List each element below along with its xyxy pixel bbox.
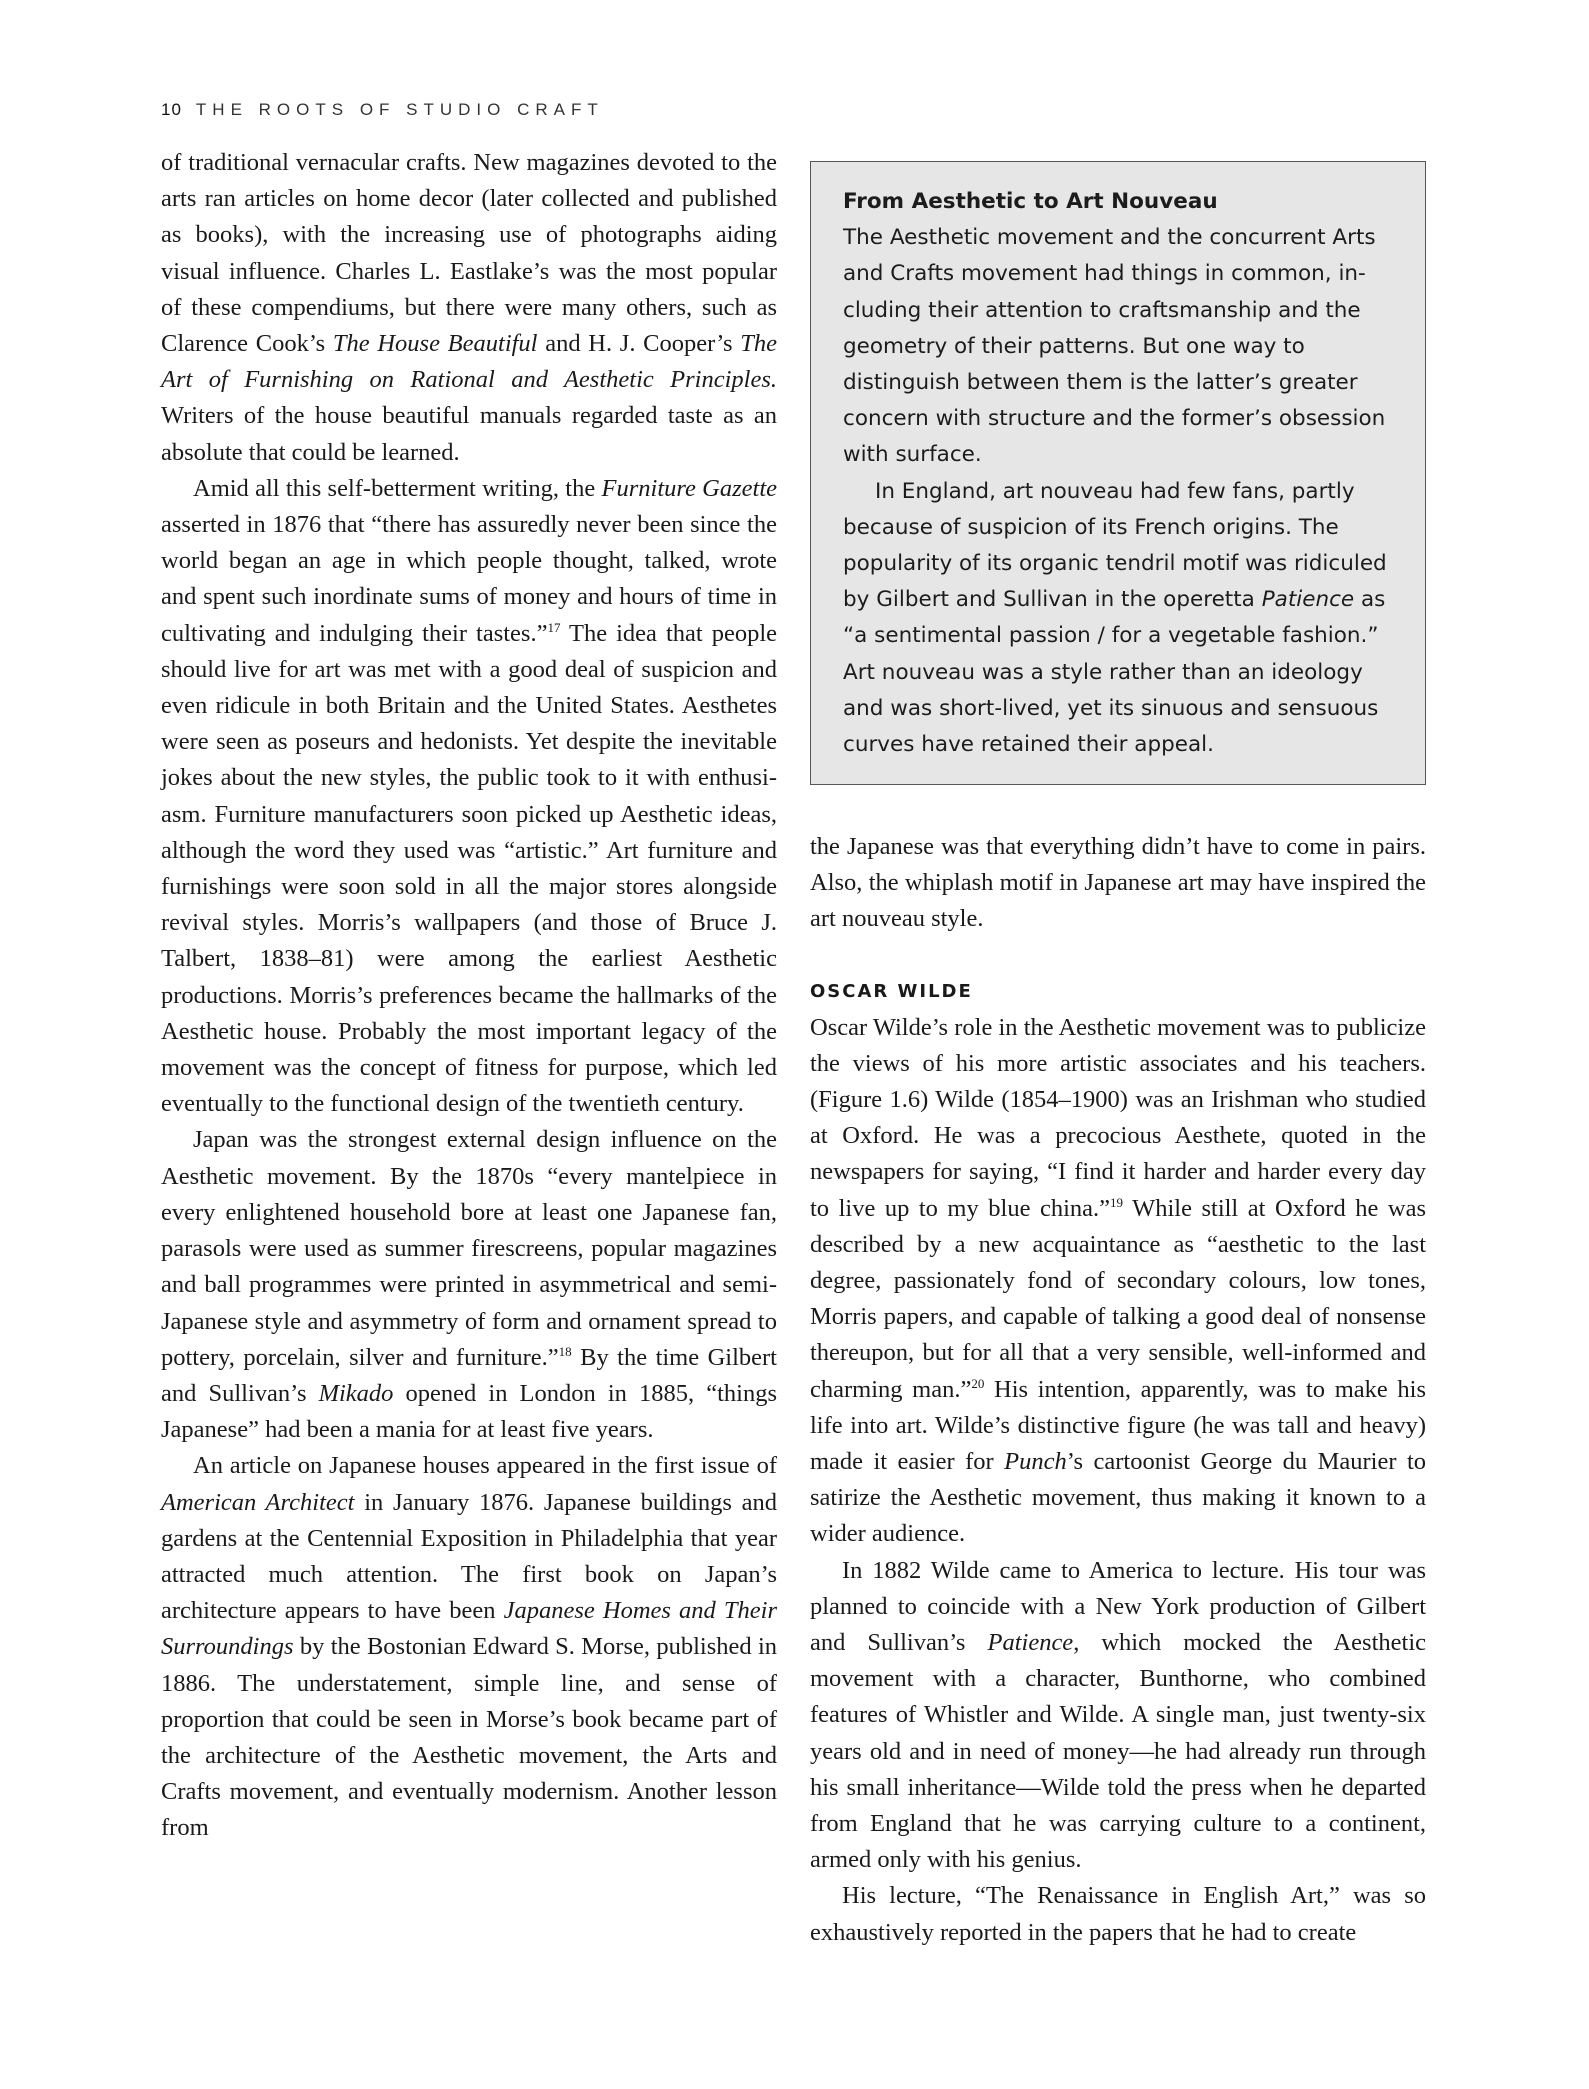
text: While still at Oxford he was described by a new acquaintance as “aesthetic to the last degree, passionately fond of secondary colours, low tones, Morris papers, and capable of talking a good deal of nonsense thereupon, but for all that a very sensible, well-informed and charming man.”	[810, 1194, 1426, 1403]
running-head	[161, 100, 604, 120]
text: of traditional vernacular crafts. New magazines devoted to the arts ran articles on home decor (later collected and published as books), with the increasing use of photographs aiding visual influence. Charles L. Eastlake’s was the most popular of these compendiums, but there were many others, such as Clarence Cook’s	[161, 149, 777, 358]
page-number: 10	[161, 100, 182, 119]
text: By the time Gilbert and Sullivan’s	[161, 1343, 777, 1407]
footnote-ref: 20	[971, 1375, 985, 1391]
text: ’s cartoonist George du Maurier to satirize the Aesthetic movement, thus making it known to a wider audience.	[810, 1448, 1426, 1548]
footnote-ref: 17	[547, 619, 561, 635]
text: The idea that people should live for art was met with a good deal of suspicion and even ridicule in both Britain and the United States. Aesthetes were seen as poseurs and hedonists. Yet despite the inevitable jokes about the new styles, the public took to it with enthusiasm. Furniture manufacturers soon picked up Aesthetic ideas, although the word they used was “artistic.” Art furniture and furnishings were soon sold in all the major stores alongside revival styles. Morris’s wallpapers (and those of Bruce J. Talbert, 1838–81) were among the earliest Aesthetic productions. Morris’s preferences became the hallmarks of the Aesthetic house. Probably the most important legacy of the movement was the concept of fitness for purpose, which led eventually to the functional design of the twentieth century.	[161, 619, 777, 1118]
publication-title: Punch	[1004, 1448, 1067, 1476]
work-title: Mikado	[318, 1379, 394, 1407]
paragraph-3	[161, 1122, 777, 1448]
book-title: The House Beautiful	[332, 330, 538, 358]
sidebar-paragraph-1: The Aesthetic movement and the concurrent Arts and Crafts movement had things in common, including their attention to craftsmanship and the geometry of their patterns. But one way to distinguish between them is the latter’s greater concern with structure and the former’s obsession with surface.	[843, 225, 1386, 468]
text: and H. J. Cooper’s	[537, 330, 741, 358]
publication-title: Furniture Gazette	[601, 474, 777, 502]
book-title: Japanese Homes and Their Surroundings	[161, 1597, 778, 1661]
book-title: The Art of Furnishing on Rational and Aesthetic Principles.	[161, 330, 778, 394]
paragraph-8: His lecture, “The Renaissance in English Art,” was so exhaustively reported in the papers that he had to create	[810, 1882, 1426, 1946]
sidebar-paragraph-2	[843, 474, 1389, 764]
text: in January 1876. Japanese buildings and gardens at the Centennial Exposition in Philadelphia that year attracted much attention. The first book on Japan’s architecture appears to have been	[161, 1488, 777, 1625]
running-head-title: THE ROOTS OF STUDIO CRAFT	[195, 100, 604, 119]
sidebar-box	[810, 161, 1426, 785]
work-title: Patience	[987, 1629, 1074, 1657]
text: Writers of the house beautiful manuals regarded taste as an absolute that could be learned.	[161, 402, 777, 466]
text: by the Bostonian Edward S. Morse, published in 1886. The understatement, simple line, and sense of proportion that could be seen in Morse’s book became part of the architecture of the Aesthetic movement, the Arts and Crafts movement, and eventually modernism. Another lesson from	[161, 1633, 777, 1842]
text: as “a sentimental passion / for a vegetable fashion.” Art nouveau was a style rather than an ideology and was short-lived, yet its sinuous and sensuous curves have retained their appeal.	[843, 587, 1386, 758]
paragraph-4	[161, 1448, 777, 1846]
text: In 1882 Wilde came to America to lecture. His tour was planned to coincide with a New York production of Gilbert and Sullivan’s	[810, 1556, 1426, 1657]
paragraph-7	[810, 1553, 1426, 1879]
paragraph-5: the Japanese was that everything didn’t have to come in pairs. Also, the whiplash motif in Japanese art may have inspired the art nouveau style.	[810, 833, 1426, 933]
footnote-ref: 19	[1110, 1194, 1124, 1210]
footnote-ref: 18	[558, 1343, 572, 1359]
publication-title: American Architect	[161, 1488, 355, 1516]
sidebar-heading: From Aesthetic to Art Nouveau	[843, 189, 1218, 214]
section-heading: OSCAR WILDE	[810, 980, 973, 1002]
work-title: Patience	[1261, 587, 1355, 613]
paragraph-6	[810, 1010, 1426, 1553]
text: Japan was the strongest external design influence on the Aesthetic movement. By the 1870s “every mantelpiece in every enlightened household bore at least one Japanese fan, parasols were used as summer firescreens, popular magazines and ball programmes were printed in asymmetrical and semi-Japanese style and asymmetry of form and ornament spread to pottery, porcelain, silver and furniture.”	[161, 1126, 777, 1371]
text: Amid all this self-betterment writing, the	[193, 474, 602, 502]
paragraph-1	[161, 145, 777, 471]
text: An article on Japanese houses appeared in the first issue of	[193, 1452, 777, 1480]
text: Oscar Wilde’s role in the Aesthetic movement was to publicize the views of his more artistic associates and his teachers. (Figure 1.6) Wilde (1854–1900) was an Irishman who studied at Oxford. He was a precocious Aesthete, quoted in the newspapers for saying, “I find it harder and harder every day to live up to my blue china.”	[810, 1013, 1426, 1222]
left-column	[161, 145, 777, 1847]
paragraph-2	[161, 471, 777, 1123]
text: His intention, apparently, was to make his life into art. Wilde’s distinctive figure (he was tall and heavy) made it easier for	[810, 1375, 1427, 1476]
right-column	[810, 829, 1426, 1951]
text: asserted in 1876 that “there has assuredly never been since the world began an age in which people thought, talked, wrote and spent such inordinate sums of money and hours of time in cultivating and indulging their tastes.”	[161, 511, 777, 647]
text: In England, art nouveau had few fans, partly because of suspicion of its French origins. The popularity of its organic tendril motif was ridiculed by Gilbert and Sullivan in the operetta	[843, 478, 1387, 613]
text: , which mocked the Aesthetic movement with a character, Bunthorne, who combined features of Whistler and Wilde. A single man, just twenty-six years old and in need of money—he had already run through his small inheritance—Wilde told the press when he departed from England that he was carrying culture to a continent, armed only with his genius.	[810, 1629, 1427, 1874]
text: opened in London in 1885, “things Japanese” had been a mania for at least five years.	[161, 1379, 777, 1444]
